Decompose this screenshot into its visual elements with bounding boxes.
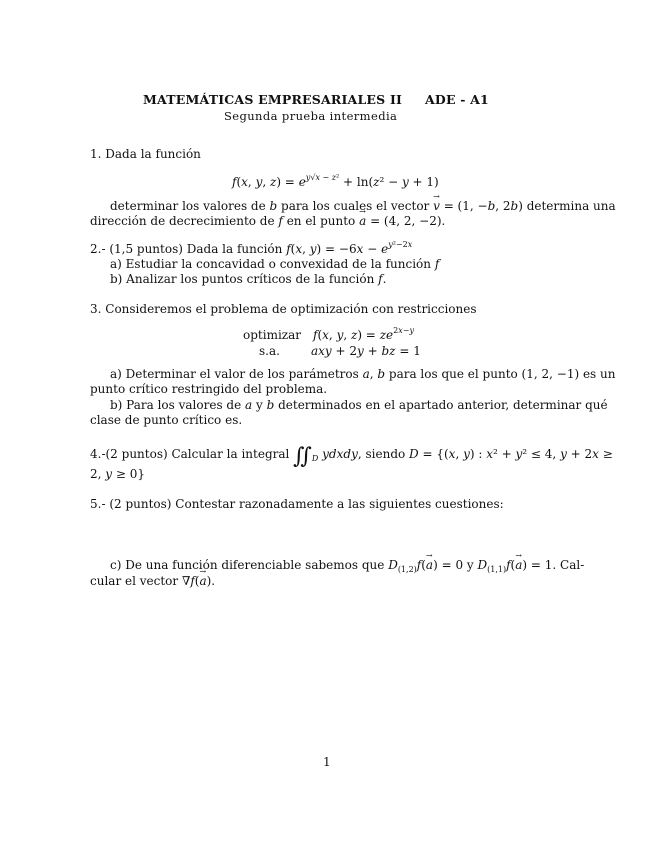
q4-line1: 4.-(2 puntos) Calcular la integral $∬_D$ ydxdy, siendo D = {(x, y) : x² + y² ≤ 4, y + 2x ≥ — [90, 444, 613, 469]
q5-intro: 5.- (2 puntos) Contestar razonadamente a las siguientes cuestiones: — [90, 497, 504, 511]
q3-intro: 3. Consideremos el problema de optimización con restricciones — [90, 302, 477, 316]
q1-intro: 1. Dada la función — [90, 147, 201, 161]
q4-line2: 2, y ≥ 0} — [90, 467, 145, 481]
q3-b-line2: clase de punto crítico es. — [90, 413, 243, 427]
q2-part-b: b) Analizar los puntos críticos de la función f. — [110, 272, 387, 286]
q1-formula: f(x, y, $z) = e^{y√x - z^2} + \ln(z^2 - y + 1)$ — [232, 173, 439, 189]
q3-opt-label: optimizar — [243, 328, 301, 342]
q3-st-expr: axy + 2y + bz = 1 — [311, 344, 421, 358]
q3-a-line1: a) Determinar el valor de los parámetros a, b para los que el punto (1, 2, −1) es un — [110, 367, 616, 381]
q3-opt-expr: f(x, y, $z) = ze^{2x-y}$ — [313, 326, 414, 342]
q2-intro: 2.- (1,5 puntos) Dada la función f(x, $y) = -6x - e^{y^2-2x}$ — [90, 240, 413, 256]
page-number: 1 — [323, 755, 331, 769]
q1-line1: determinar los valores de b para los cuales el vector → v = (1, −b, 2b) determina una — [110, 198, 616, 214]
q5-c-line1: c) De una función diferenciable sabemos que $D_{(1,2)}f(\to a) = 0$ y $D_{(1,1)}f(\to a) = 1$. Cal- — [110, 557, 584, 573]
exam-title: MATEMÁTICAS EMPRESARIALES II — [143, 92, 403, 107]
q3-b-line1: b) Para los valores de a y b determinados en el apartado anterior, determinar qué — [110, 398, 608, 412]
q2-part-a: a) Estudiar la concavidad o convexidad de la función f — [110, 257, 440, 271]
q3-st-label: s.a. — [259, 344, 280, 358]
q3-a-line2: punto crítico restringido del problema. — [90, 382, 328, 396]
exam-subtitle: Segunda prueba intermedia — [224, 109, 398, 123]
q5-c-line2: cular el vector ∇f(→ a). — [90, 573, 215, 589]
course-code: ADE - A1 — [425, 92, 489, 107]
q1-line2: dirección de decrecimiento de f en el punto → a = (4, 2, −2). — [90, 213, 445, 229]
